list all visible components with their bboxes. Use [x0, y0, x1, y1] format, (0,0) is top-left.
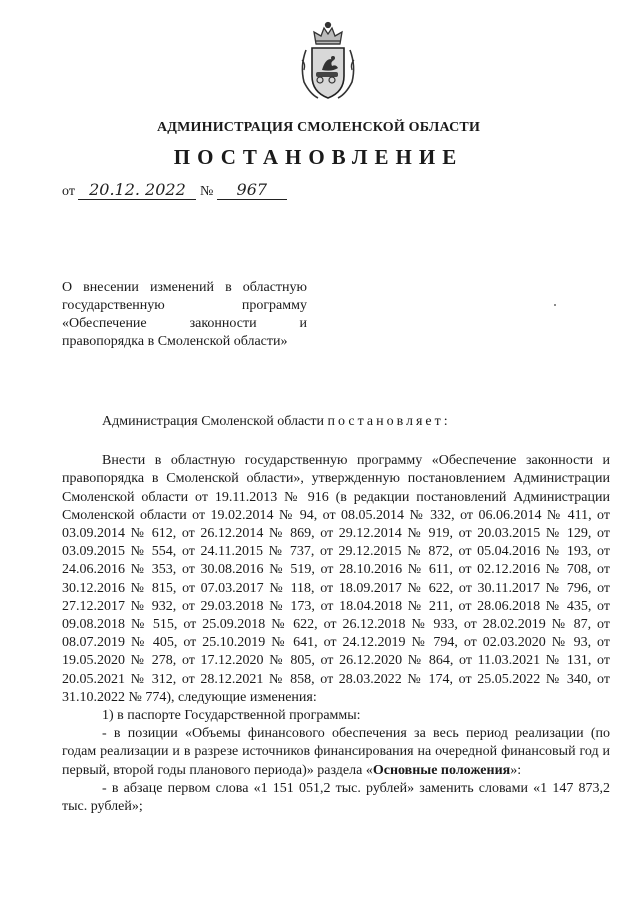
document-type-title: ПОСТАНОВЛЕНИЕ [173, 145, 464, 169]
paragraph-item-1: 1) в паспорте Государственной программы: [102, 708, 361, 724]
coat-of-arms-icon [296, 20, 360, 104]
paragraph-main: Внести в областную государственную программу «Обеспечение законности и правопорядка в Смоленской области», утвержденную постановлением Администрации Смоленской области от 19.11.2013 № 916 (в редакции постановлений Администрации Смоленской области от 19.02.2014 № 94, от 08.05.2014 № 332, от 06.06.2014 № 411, от 03.09.2014 № 612, от 26.12.2014 № 869, от 29.12.2014 № 919, от 20.03.2015 № 129, от 03.09.2015 № 554, от 24.11.2015 № 737, от 29.12.2015 № 872, от 05.04.2016 № 193, от 24.06.2016 № 353, от 30.08.2016 № 519, от 28.10.2016 № 611, от 02.12.2016 № 708, от 30.12.2016 № 815, от 07.03.2017 № 118, от 18.09.2017 № 622, от 30.11.2017 № 796, от 27.12.2017 № 932, от 29.03.2018 № 173, от 18.04.2018 № 211, от 28.06.2018 № 435, от 09.08.2018 № 515, от 25.09.2018 № 622, от 26.12.2018 № 933, от 28.02.2019 № 87, от 08.07.2019 № 405, от 25.10.2019 № 641, от 24.12.2019 № 794, от 02.03.2020 № 93, от 19.05.2020 № 278, от 17.12.2020 № 805, от 26.12.2020 № 864, от 11.03.2021 № 131, от 20.05.2021 № 312, от 28.12.2021 № 858, от 28.03.2022 № 174, от 25.05.2022 № 340, от 31.10.2022 № 774), следующие изменения: [62, 453, 610, 705]
document-body [62, 413, 610, 816]
document-subject: О внесении изменений в областную государственную программу «Обеспечение законности и правопорядка в Смоленской области» [62, 280, 307, 349]
sub-1-text: - в позиции «Объемы финансового обеспечения за весь период реализации (по годам реализации и в разрезе источников финансирования на очередной финансовый год и первый, второй годы планового периода)» раздела « [62, 726, 610, 778]
date-prefix: от [62, 184, 75, 199]
paragraph-item-1-sub-2: - в абзаце первом слова «1 151 051,2 тыс. рублей» заменить словами «1 147 873,2 тыс. рублей»; [62, 780, 610, 815]
handwritten-date: 20.12. 2022 [78, 180, 196, 200]
sub-1-bold-section: Основные положения [372, 762, 511, 778]
paragraph-item-1-sub-1 [62, 725, 610, 780]
scan-dot [554, 304, 556, 306]
organization-name: АДМИНИСТРАЦИЯ СМОЛЕНСКОЙ ОБЛАСТИ [156, 120, 481, 135]
sub-1-tail: »: [510, 762, 522, 778]
resolution-intro [62, 413, 610, 431]
handwritten-number: 967 [217, 180, 287, 200]
intro-text: Администрация Смоленской области [102, 414, 325, 429]
intro-decree-word: постановляет: [327, 414, 451, 429]
number-prefix: № [199, 184, 214, 199]
date-number-line [62, 180, 287, 200]
